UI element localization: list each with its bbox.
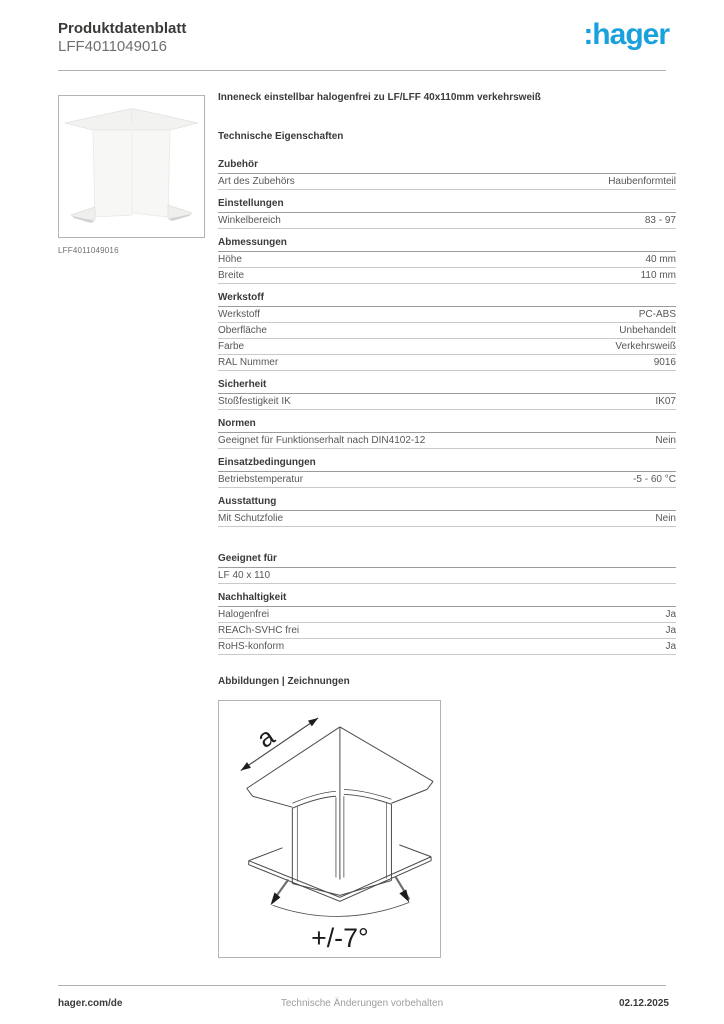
spec-group-title: Nachhaltigkeit bbox=[218, 592, 676, 607]
product-title: Inneneck einstellbar halogenfrei zu LF/LFF 40x110mm verkehrsweiß bbox=[218, 92, 541, 103]
header bbox=[58, 20, 186, 56]
spec-group bbox=[218, 292, 676, 371]
spec-group-title: Normen bbox=[218, 418, 676, 433]
spec-row-label: Werkstoff bbox=[218, 309, 260, 320]
spec-group-title: Abmessungen bbox=[218, 237, 676, 252]
spec-row-label: RAL Nummer bbox=[218, 357, 279, 368]
spec-row-value: 110 mm bbox=[640, 270, 676, 281]
spec-row-value: Ja bbox=[665, 625, 676, 636]
spec-group bbox=[218, 418, 676, 449]
product-image bbox=[58, 95, 205, 238]
spec-row bbox=[218, 174, 676, 190]
technical-drawing bbox=[218, 700, 441, 958]
spec-group bbox=[218, 553, 676, 584]
page-title: Produktdatenblatt bbox=[58, 20, 187, 37]
spec-row bbox=[218, 307, 676, 323]
spec-row-value: 40 mm bbox=[645, 254, 676, 265]
product-image-caption: LFF4011049016 bbox=[58, 246, 119, 255]
spec-row bbox=[218, 213, 676, 229]
spec-group bbox=[218, 457, 676, 488]
spec-row-label: Art des Zubehörs bbox=[218, 176, 295, 187]
spec-group bbox=[218, 496, 676, 527]
spec-group bbox=[218, 198, 676, 229]
spec-row bbox=[218, 252, 676, 268]
spec-groups bbox=[218, 159, 676, 655]
technical-drawing-svg bbox=[219, 701, 440, 957]
spec-row-label: Höhe bbox=[218, 254, 242, 265]
section-title-drawings: Abbildungen | Zeichnungen bbox=[218, 676, 350, 687]
footer-url: hager.com/de bbox=[58, 998, 123, 1009]
angle-label: +/-7° bbox=[311, 922, 369, 953]
main-content bbox=[218, 92, 676, 958]
spec-row bbox=[218, 472, 676, 488]
spec-group bbox=[218, 379, 676, 410]
spec-row bbox=[218, 623, 676, 639]
spec-row bbox=[218, 568, 676, 584]
spec-row-value: 83 - 97 bbox=[644, 215, 676, 226]
spec-row bbox=[218, 639, 676, 655]
spec-group-title: Ausstattung bbox=[218, 496, 676, 511]
spec-row-label: Farbe bbox=[218, 341, 245, 352]
spec-row-label: Geeignet für Funktionserhalt nach DIN4102-12 bbox=[218, 435, 426, 446]
spec-row-value: Nein bbox=[655, 435, 676, 446]
spec-row-value: Ja bbox=[665, 641, 676, 652]
hager-logo: :hager bbox=[583, 18, 669, 51]
dimension-label: a bbox=[252, 722, 280, 754]
spec-row-value: -5 - 60 °C bbox=[633, 474, 676, 485]
spec-row-value: Ja bbox=[665, 609, 676, 620]
spec-row bbox=[218, 339, 676, 355]
footer-divider bbox=[58, 985, 666, 986]
spec-row-label: LF 40 x 110 bbox=[218, 570, 271, 581]
spec-row-value: Unbehandelt bbox=[619, 325, 676, 336]
spec-row bbox=[218, 323, 676, 339]
spec-group-title: Einstellungen bbox=[218, 198, 676, 213]
spec-group bbox=[218, 159, 676, 190]
spec-row bbox=[218, 511, 676, 527]
spec-row-label: Stoßfestigkeit IK bbox=[218, 396, 291, 407]
spec-group-title: Zubehör bbox=[218, 159, 676, 174]
spec-group-title: Werkstoff bbox=[218, 292, 676, 307]
spec-row bbox=[218, 268, 676, 284]
spec-row bbox=[218, 433, 676, 449]
product-code: LFF4011049016 bbox=[58, 38, 167, 55]
spec-row-value: Verkehrsweiß bbox=[615, 341, 676, 352]
section-title-technical: Technische Eigenschaften bbox=[218, 131, 344, 142]
footer-date: 02.12.2025 bbox=[618, 998, 669, 1009]
product-photo-rendering bbox=[59, 96, 204, 237]
spec-row-value: IK07 bbox=[655, 396, 676, 407]
spec-group-title: Sicherheit bbox=[218, 379, 676, 394]
spec-row-label: Betriebstemperatur bbox=[218, 474, 304, 485]
spec-row bbox=[218, 394, 676, 410]
spec-row-value: 9016 bbox=[653, 357, 676, 368]
spec-group-title: Geeignet für bbox=[218, 553, 676, 568]
spec-row-value: PC-ABS bbox=[638, 309, 676, 320]
header-divider bbox=[58, 70, 666, 71]
spec-row-label: Oberfläche bbox=[218, 325, 267, 336]
spec-row bbox=[218, 355, 676, 371]
spec-row-label: Breite bbox=[218, 270, 245, 281]
spec-row-value: Nein bbox=[655, 513, 676, 524]
spec-row-label: Winkelbereich bbox=[218, 215, 281, 226]
spec-row-value: Haubenformteil bbox=[608, 176, 676, 187]
footer-notice: Technische Änderungen vorbehalten bbox=[280, 998, 444, 1009]
spec-group bbox=[218, 592, 676, 655]
spec-row-label: Mit Schutzfolie bbox=[218, 513, 284, 524]
spec-group-title: Einsatzbedingungen bbox=[218, 457, 676, 472]
spec-group bbox=[218, 237, 676, 284]
spec-row-label: RoHS-konform bbox=[218, 641, 285, 652]
spec-row-label: REACh-SVHC frei bbox=[218, 625, 300, 636]
spec-row bbox=[218, 607, 676, 623]
spec-row-label: Halogenfrei bbox=[218, 609, 270, 620]
